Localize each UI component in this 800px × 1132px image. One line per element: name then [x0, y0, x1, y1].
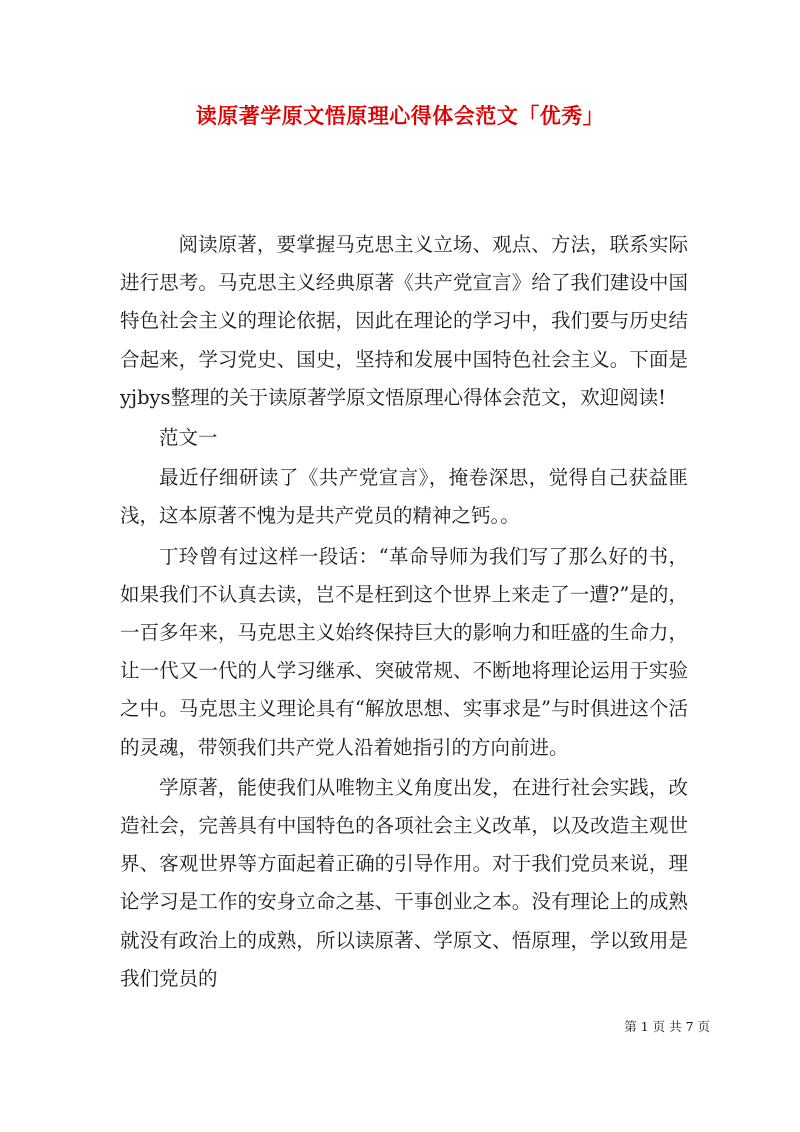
intro-paragraph: 阅读原著，要掌握马克思主义立场、观点、方法，联系实际进行思考。马克思主义经典原著《共产党宣言》给了我们建设中国特色社会主义的理论依据，因此在理论的学习中，我们要与历史结合起来，学习党史、国史，坚持和发展中国特色社会主义。下面是yjbys整理的关于读原著学原文悟原理心得体会范文，欢迎阅读!	[120, 233, 688, 409]
page-footer: 第 1 页 共 7 页	[624, 1019, 710, 1034]
section-heading: 范文一	[159, 426, 218, 450]
body-paragraph: 最近仔细研读了《共产党宣言》，掩卷深思，觉得自己获益匪浅，这本原著不愧为是共产党员的精神之钙。。	[120, 466, 688, 528]
document-title: 读原著学原文悟原理心得体会范文「优秀」	[195, 103, 605, 128]
document-body	[120, 226, 688, 1000]
body-paragraph: 学原著，能使我们从唯物主义角度出发，在进行社会实践，改造社会，完善具有中国特色的各项社会主义改革，以及改造主观世界、客观世界等方面起着正确的引导作用。对于我们党员来说，理论学习是工作的安身立命之基、干事创业之本。没有理论上的成熟就没有政治上的成熟，所以读原著、学原文、悟原理，学以致用是我们党员的	[120, 775, 688, 990]
body-paragraph: 丁玲曾有过这样一段话：“革命导师为我们写了那么好的书，如果我们不认真去读，岂不是枉到这个世界上来走了一遭?”是的，一百多年来，马克思主义始终保持巨大的影响力和旺盛的生命力，让一代又一代的人学习继承、突破常规、不断地将理论运用于实验之中。马克思主义理论具有“解放思想、实事求是”与时俱进这个活的灵魂，带领我们共产党人沿着她指引的方向前进。	[120, 544, 688, 759]
